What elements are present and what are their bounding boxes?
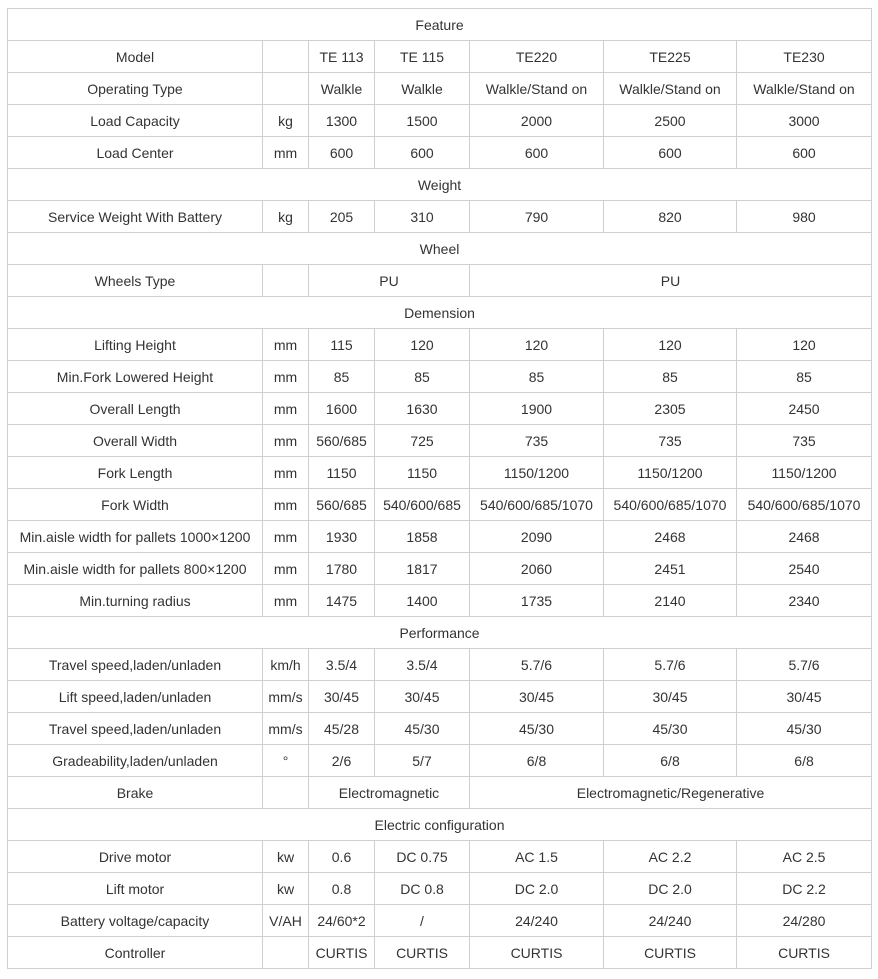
table-row xyxy=(8,745,872,777)
row-unit xyxy=(263,73,309,105)
row-label: Service Weight With Battery xyxy=(8,201,263,233)
row-value: 600 xyxy=(604,137,737,169)
row-value: 85 xyxy=(375,361,470,393)
row-value: DC 0.8 xyxy=(375,873,470,905)
section-title: Performance xyxy=(8,617,872,649)
row-value: 3.5/4 xyxy=(309,649,375,681)
table-row xyxy=(8,713,872,745)
row-value: 2450 xyxy=(737,393,872,425)
row-value: 3000 xyxy=(737,105,872,137)
row-value: 5.7/6 xyxy=(470,649,604,681)
row-value: DC 2.2 xyxy=(737,873,872,905)
row-value: 0.6 xyxy=(309,841,375,873)
spec-table-body xyxy=(8,9,872,969)
row-unit: ° xyxy=(263,745,309,777)
row-unit: kw xyxy=(263,873,309,905)
row-label: Battery voltage/capacity xyxy=(8,905,263,937)
row-label: Lifting Height xyxy=(8,329,263,361)
merged-value-right: Electromagnetic/Regenerative xyxy=(470,777,872,809)
table-row xyxy=(8,553,872,585)
row-value: Walkle xyxy=(375,73,470,105)
row-value: 2340 xyxy=(737,585,872,617)
row-value: 85 xyxy=(309,361,375,393)
row-value: Walkle/Stand on xyxy=(604,73,737,105)
row-value: 6/8 xyxy=(604,745,737,777)
row-unit: mm xyxy=(263,361,309,393)
row-label: Load Center xyxy=(8,137,263,169)
row-value: 725 xyxy=(375,425,470,457)
row-value: 600 xyxy=(375,137,470,169)
row-value: 2451 xyxy=(604,553,737,585)
row-value: 2305 xyxy=(604,393,737,425)
row-value: CURTIS xyxy=(470,937,604,969)
row-unit: kg xyxy=(263,105,309,137)
row-value: 3.5/4 xyxy=(375,649,470,681)
row-label: Model xyxy=(8,41,263,73)
row-label: Gradeability,laden/unladen xyxy=(8,745,263,777)
row-value: 1930 xyxy=(309,521,375,553)
spec-table xyxy=(7,8,872,969)
section-title: Wheel xyxy=(8,233,872,265)
row-unit: mm xyxy=(263,137,309,169)
row-unit: mm xyxy=(263,393,309,425)
row-value: 2060 xyxy=(470,553,604,585)
row-value: 600 xyxy=(737,137,872,169)
row-value: 790 xyxy=(470,201,604,233)
table-row xyxy=(8,937,872,969)
row-value: 120 xyxy=(737,329,872,361)
row-label: Brake xyxy=(8,777,263,809)
row-label: Load Capacity xyxy=(8,105,263,137)
row-unit: V/AH xyxy=(263,905,309,937)
row-value: / xyxy=(375,905,470,937)
row-unit: mm xyxy=(263,457,309,489)
row-value: 2/6 xyxy=(309,745,375,777)
table-row xyxy=(8,361,872,393)
section-header-row xyxy=(8,9,872,41)
row-value: DC 2.0 xyxy=(470,873,604,905)
row-label: Min.Fork Lowered Height xyxy=(8,361,263,393)
row-unit: mm xyxy=(263,521,309,553)
row-unit: mm xyxy=(263,585,309,617)
row-value: 1630 xyxy=(375,393,470,425)
row-unit xyxy=(263,777,309,809)
row-unit: mm xyxy=(263,489,309,521)
row-value: 205 xyxy=(309,201,375,233)
row-label: Overall Length xyxy=(8,393,263,425)
row-value: 1900 xyxy=(470,393,604,425)
row-label: Travel speed,laden/unladen xyxy=(8,713,263,745)
section-header-row xyxy=(8,297,872,329)
row-unit: km/h xyxy=(263,649,309,681)
row-label: Wheels Type xyxy=(8,265,263,297)
row-label: Fork Length xyxy=(8,457,263,489)
row-unit: mm xyxy=(263,329,309,361)
table-row xyxy=(8,873,872,905)
table-row xyxy=(8,329,872,361)
row-value: 735 xyxy=(470,425,604,457)
row-unit: kw xyxy=(263,841,309,873)
row-value: DC 0.75 xyxy=(375,841,470,873)
row-unit: mm/s xyxy=(263,713,309,745)
row-value: 540/600/685 xyxy=(375,489,470,521)
row-label: Min.turning radius xyxy=(8,585,263,617)
row-value: 30/45 xyxy=(375,681,470,713)
row-value: 45/30 xyxy=(470,713,604,745)
row-value: 310 xyxy=(375,201,470,233)
row-value: 2140 xyxy=(604,585,737,617)
row-label: Min.aisle width for pallets 1000×1200 xyxy=(8,521,263,553)
table-row xyxy=(8,425,872,457)
table-row xyxy=(8,905,872,937)
section-header-row xyxy=(8,617,872,649)
row-unit xyxy=(263,265,309,297)
row-value: 1858 xyxy=(375,521,470,553)
row-value: 30/45 xyxy=(470,681,604,713)
row-label: Overall Width xyxy=(8,425,263,457)
row-value: 1150/1200 xyxy=(470,457,604,489)
row-value: 45/30 xyxy=(737,713,872,745)
row-value: CURTIS xyxy=(375,937,470,969)
row-label: Fork Width xyxy=(8,489,263,521)
row-label: Travel speed,laden/unladen xyxy=(8,649,263,681)
row-value: 2468 xyxy=(604,521,737,553)
row-label: Drive motor xyxy=(8,841,263,873)
row-value: 820 xyxy=(604,201,737,233)
row-value: DC 2.0 xyxy=(604,873,737,905)
row-unit: mm xyxy=(263,425,309,457)
row-value: TE 115 xyxy=(375,41,470,73)
row-value: CURTIS xyxy=(737,937,872,969)
table-row xyxy=(8,137,872,169)
row-value: 24/240 xyxy=(604,905,737,937)
table-row xyxy=(8,521,872,553)
row-label: Lift speed,laden/unladen xyxy=(8,681,263,713)
row-value: 540/600/685/1070 xyxy=(470,489,604,521)
row-value: TE220 xyxy=(470,41,604,73)
row-value: 2468 xyxy=(737,521,872,553)
row-value: AC 2.2 xyxy=(604,841,737,873)
table-row xyxy=(8,841,872,873)
merged-value-left: Electromagnetic xyxy=(309,777,470,809)
section-title: Feature xyxy=(8,9,872,41)
row-label: Min.aisle width for pallets 800×1200 xyxy=(8,553,263,585)
row-value: 980 xyxy=(737,201,872,233)
section-title: Electric configuration xyxy=(8,809,872,841)
table-row xyxy=(8,585,872,617)
row-value: 6/8 xyxy=(470,745,604,777)
row-value: CURTIS xyxy=(309,937,375,969)
row-value: 30/45 xyxy=(604,681,737,713)
row-value: 30/45 xyxy=(737,681,872,713)
row-value: Walkle/Stand on xyxy=(470,73,604,105)
row-value: 5.7/6 xyxy=(737,649,872,681)
row-value: 1735 xyxy=(470,585,604,617)
row-unit xyxy=(263,937,309,969)
row-value: 45/30 xyxy=(375,713,470,745)
row-label: Operating Type xyxy=(8,73,263,105)
row-value: 45/30 xyxy=(604,713,737,745)
row-value: 120 xyxy=(604,329,737,361)
row-value: 1817 xyxy=(375,553,470,585)
row-value: Walkle/Stand on xyxy=(737,73,872,105)
row-value: 1300 xyxy=(309,105,375,137)
row-value: 560/685 xyxy=(309,489,375,521)
row-value: CURTIS xyxy=(604,937,737,969)
row-value: TE230 xyxy=(737,41,872,73)
row-value: 5.7/6 xyxy=(604,649,737,681)
table-row xyxy=(8,649,872,681)
row-value: 735 xyxy=(604,425,737,457)
row-value: 120 xyxy=(375,329,470,361)
table-row xyxy=(8,777,872,809)
row-value: 5/7 xyxy=(375,745,470,777)
row-value: 2540 xyxy=(737,553,872,585)
row-value: 115 xyxy=(309,329,375,361)
row-value: AC 1.5 xyxy=(470,841,604,873)
row-value: 1475 xyxy=(309,585,375,617)
table-row xyxy=(8,265,872,297)
merged-value-left: PU xyxy=(309,265,470,297)
section-header-row xyxy=(8,809,872,841)
row-value: AC 2.5 xyxy=(737,841,872,873)
row-value: 30/45 xyxy=(309,681,375,713)
row-value: 1150 xyxy=(309,457,375,489)
row-unit: kg xyxy=(263,201,309,233)
row-value: 24/240 xyxy=(470,905,604,937)
row-value: 735 xyxy=(737,425,872,457)
row-value: Walkle xyxy=(309,73,375,105)
table-row xyxy=(8,489,872,521)
row-value: TE 113 xyxy=(309,41,375,73)
row-value: 540/600/685/1070 xyxy=(604,489,737,521)
row-unit: mm/s xyxy=(263,681,309,713)
row-value: 1780 xyxy=(309,553,375,585)
row-value: 1600 xyxy=(309,393,375,425)
row-value: 600 xyxy=(309,137,375,169)
row-value: 85 xyxy=(737,361,872,393)
row-value: 2000 xyxy=(470,105,604,137)
row-value: 120 xyxy=(470,329,604,361)
row-value: 1400 xyxy=(375,585,470,617)
row-value: 6/8 xyxy=(737,745,872,777)
row-value: 1500 xyxy=(375,105,470,137)
table-row xyxy=(8,457,872,489)
row-value: 1150/1200 xyxy=(604,457,737,489)
table-row xyxy=(8,105,872,137)
row-value: 85 xyxy=(470,361,604,393)
row-value: 85 xyxy=(604,361,737,393)
section-title: Demension xyxy=(8,297,872,329)
row-value: 2500 xyxy=(604,105,737,137)
row-value: 24/280 xyxy=(737,905,872,937)
section-header-row xyxy=(8,169,872,201)
row-value: 24/60*2 xyxy=(309,905,375,937)
row-unit xyxy=(263,41,309,73)
row-value: 2090 xyxy=(470,521,604,553)
section-title: Weight xyxy=(8,169,872,201)
row-value: 45/28 xyxy=(309,713,375,745)
row-label: Lift motor xyxy=(8,873,263,905)
merged-value-right: PU xyxy=(470,265,872,297)
table-row xyxy=(8,73,872,105)
table-row xyxy=(8,681,872,713)
table-row xyxy=(8,201,872,233)
row-value: 1150 xyxy=(375,457,470,489)
table-row xyxy=(8,41,872,73)
row-value: TE225 xyxy=(604,41,737,73)
row-value: 1150/1200 xyxy=(737,457,872,489)
row-label: Controller xyxy=(8,937,263,969)
row-value: 560/685 xyxy=(309,425,375,457)
row-value: 0.8 xyxy=(309,873,375,905)
row-value: 540/600/685/1070 xyxy=(737,489,872,521)
section-header-row xyxy=(8,233,872,265)
row-value: 600 xyxy=(470,137,604,169)
table-row xyxy=(8,393,872,425)
row-unit: mm xyxy=(263,553,309,585)
